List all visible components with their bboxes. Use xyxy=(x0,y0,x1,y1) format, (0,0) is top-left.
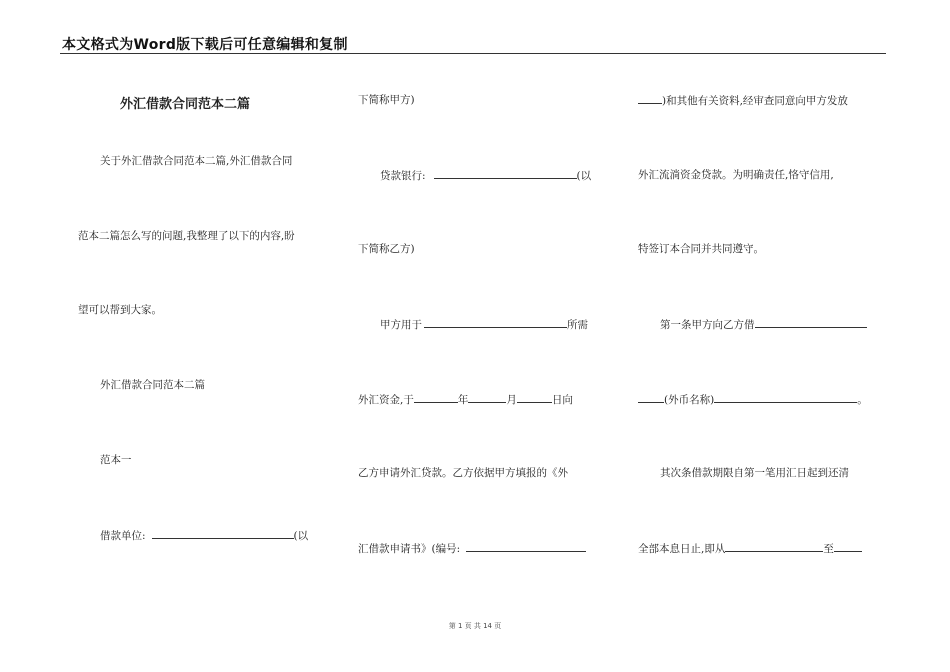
document-title: 外汇借款合同范本二篇 xyxy=(120,97,251,112)
borrower-suffix: (以 xyxy=(293,530,309,542)
purpose-field xyxy=(380,317,588,332)
paragraph-text: )和其他有关资料,经审查同意向甲方发放 xyxy=(662,95,848,107)
paragraph-line: 望可以帮到大家。 xyxy=(78,304,162,316)
to-date-blank xyxy=(834,541,862,552)
article-2-line: 其次条借款期限自第一笔用汇日起到还清 xyxy=(660,467,849,479)
borrower-blank xyxy=(152,528,294,539)
currency-blank xyxy=(638,392,664,403)
bank-suffix: (以 xyxy=(576,170,592,182)
paragraph-line: 下简称甲方) xyxy=(358,94,415,106)
paragraph-line: 范本二篇怎么写的问题,我整理了以下的内容,盼 xyxy=(78,230,295,242)
sample-label: 范本一 xyxy=(100,454,132,466)
purpose-blank xyxy=(424,317,567,328)
bank-label: 贷款银行: xyxy=(380,170,426,182)
header-title: 本文格式为Word版下载后可任意编辑和复制 xyxy=(62,37,348,53)
month-label: 月 xyxy=(506,394,517,406)
purpose-label: 甲方用于 xyxy=(380,319,422,331)
currency-amount-blank xyxy=(714,392,857,403)
borrower-field xyxy=(100,528,308,543)
year-blank xyxy=(414,392,458,403)
section-heading: 外汇借款合同范本二篇 xyxy=(100,379,205,391)
header-rule xyxy=(60,53,886,54)
paragraph-line: 下简称乙方) xyxy=(358,243,415,255)
to-label: 至 xyxy=(823,543,834,555)
currency-line xyxy=(638,392,868,407)
from-date-blank xyxy=(725,541,823,552)
day-label: 日向 xyxy=(551,394,573,406)
period-mark: 。 xyxy=(857,394,868,406)
paragraph-line: 特签订本合同并共同遵守。 xyxy=(638,243,764,255)
borrower-label: 借款单位: xyxy=(100,530,146,542)
date-field xyxy=(358,392,573,407)
paragraph-line xyxy=(638,93,848,108)
paragraph-line: 外汇流淌资金贷款。为明确责任,恪守信用, xyxy=(638,169,834,181)
term-label: 全部本息日止,即从 xyxy=(638,543,726,555)
date-label: 外汇资金,于 xyxy=(358,394,414,406)
article-1-line xyxy=(660,317,867,332)
article-1-text: 第一条甲方向乙方借 xyxy=(660,319,755,331)
purpose-suffix: 所需 xyxy=(567,319,588,331)
application-number-label: 汇借款申请书》(编号: xyxy=(358,543,461,555)
paragraph-line: 乙方申请外汇贷款。乙方依据甲方填报的《外 xyxy=(358,467,568,479)
application-number-blank xyxy=(466,541,586,552)
bank-blank xyxy=(434,168,577,179)
paragraph-line: 关于外汇借款合同范本二篇,外汇借款合同 xyxy=(100,155,293,167)
year-label: 年 xyxy=(457,394,469,406)
currency-label: (外币名称) xyxy=(664,394,715,406)
bank-field xyxy=(380,168,591,183)
term-line xyxy=(638,541,862,556)
page-number: 第 1 页 共 14 页 xyxy=(448,622,502,630)
continued-blank xyxy=(638,93,662,104)
application-number-field xyxy=(358,541,586,556)
day-blank xyxy=(517,392,552,403)
amount-blank xyxy=(755,317,867,328)
month-blank xyxy=(468,392,506,403)
